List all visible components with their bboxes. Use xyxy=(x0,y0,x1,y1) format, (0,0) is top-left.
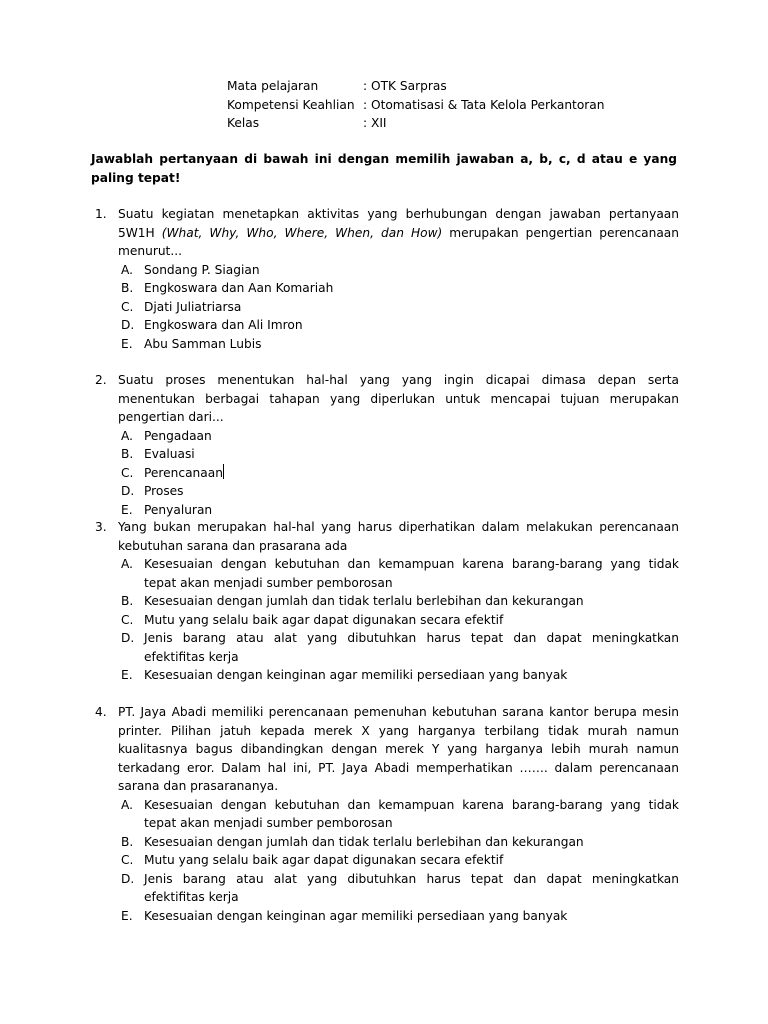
question-2 xyxy=(91,371,679,519)
question-text: Yang bukan merupakan hal-hal yang harus diperhatikan dalam melakukan perencanaan kebutuhan sarana dan prasarana ada xyxy=(118,520,679,553)
option-c: C. Perencanaan xyxy=(121,465,223,480)
instruction: Jawablah pertanyaan di bawah ini dengan memilih jawaban a, b, c, d atau e yang paling tepat! xyxy=(91,152,677,185)
options-list xyxy=(91,555,679,685)
question-1 xyxy=(91,205,679,353)
question-text: Suatu kegiatan menetapkan aktivitas yang berhubungan dengan jawaban pertanyaan 5W1H (What, Why, Who, Where, When, dan How) merupakan pengertian perencanaan menurut... xyxy=(118,207,679,258)
option-d: D. Engkoswara dan Ali Imron xyxy=(121,318,303,332)
option-e: E. Penyaluran xyxy=(121,502,213,517)
option-e: E. Kesesuaian dengan keinginan agar memiliki persediaan yang banyak xyxy=(121,908,568,923)
option-e: E. Kesesuaian dengan keinginan agar memiliki persediaan yang banyak xyxy=(121,668,568,682)
option-b: B. Kesesuaian dengan jumlah dan tidak terlalu berlebihan dan kekurangan xyxy=(121,834,584,849)
question-3 xyxy=(91,518,679,685)
question-number: 1. xyxy=(95,207,107,221)
option-c: C. Mutu yang selalu baik agar dapat digunakan secara efektif xyxy=(121,853,504,867)
question-number: 2. xyxy=(95,373,107,387)
option-b: B. Engkoswara dan Aan Komariah xyxy=(121,281,334,295)
question-number: 4. xyxy=(95,705,107,719)
option-d: D. Jenis barang atau alat yang dibutuhkan harus tepat dan dapat meningkatkan efektifitas kerja xyxy=(121,631,679,664)
option-a: A. Kesesuaian dengan kebutuhan dan kemampuan karena barang-barang yang tidak tepat akan menjadi sumber pemborosan xyxy=(121,797,679,830)
header-row-class xyxy=(227,114,387,133)
option-b: B. Kesesuaian dengan jumlah dan tidak terlalu berlebihan dan kekurangan xyxy=(121,594,584,608)
header-row-competency xyxy=(227,96,605,115)
header-row-subject xyxy=(227,77,447,96)
header-label: Kelas xyxy=(227,116,260,130)
question-text: PT. Jaya Abadi memiliki perencanaan pemenuhan kebutuhan sarana kantor berupa mesin printer. Pilihan jatuh kepada merek X yang harganya terbilang tidak murah namun kualitasnya bagus dibandingkan dengan merek Y yang harganya lebih murah namun terkadang eror. Dalam hal ini, PT. Jaya Abadi memperhatikan ……. dalam perencanaan sarana dan prasarananya. xyxy=(118,705,679,793)
question-4 xyxy=(91,703,679,925)
option-a: A. Kesesuaian dengan kebutuhan dan kemampuan karena barang-barang yang tidak tepat akan menjadi sumber pemborosan xyxy=(121,557,679,590)
option-d: D. Proses xyxy=(121,484,184,498)
header-label: Kompetensi Keahlian xyxy=(227,97,355,112)
header-value: : OTK Sarpras xyxy=(363,79,447,93)
header-label: Mata pelajaran xyxy=(227,79,319,93)
option-a: A. Pengadaan xyxy=(121,428,212,443)
options-list xyxy=(91,261,679,354)
option-d: D. Jenis barang atau alat yang dibutuhkan harus tepat dan dapat meningkatkan efektifitas kerja xyxy=(121,871,679,904)
question-number: 3. xyxy=(95,520,107,534)
header-value: : XII xyxy=(363,116,387,130)
text-cursor xyxy=(223,464,224,479)
option-e: E. Abu Samman Lubis xyxy=(121,336,262,351)
option-c: C. Djati Juliatriarsa xyxy=(121,299,242,314)
option-c: C. Mutu yang selalu baik agar dapat digunakan secara efektif xyxy=(121,612,504,627)
options-list xyxy=(91,427,679,520)
option-a: A. Sondang P. Siagian xyxy=(121,262,260,277)
question-text: Suatu proses menentukan hal-hal yang yang ingin dicapai dimasa depan serta menentukan berbagai tahapan yang diperlukan untuk mencapai tujuan merupakan pengertian dari... xyxy=(118,373,679,424)
header-value: : Otomatisasi & Tata Kelola Perkantoran xyxy=(363,97,605,112)
option-b: B. Evaluasi xyxy=(121,447,195,461)
options-list xyxy=(91,796,679,926)
